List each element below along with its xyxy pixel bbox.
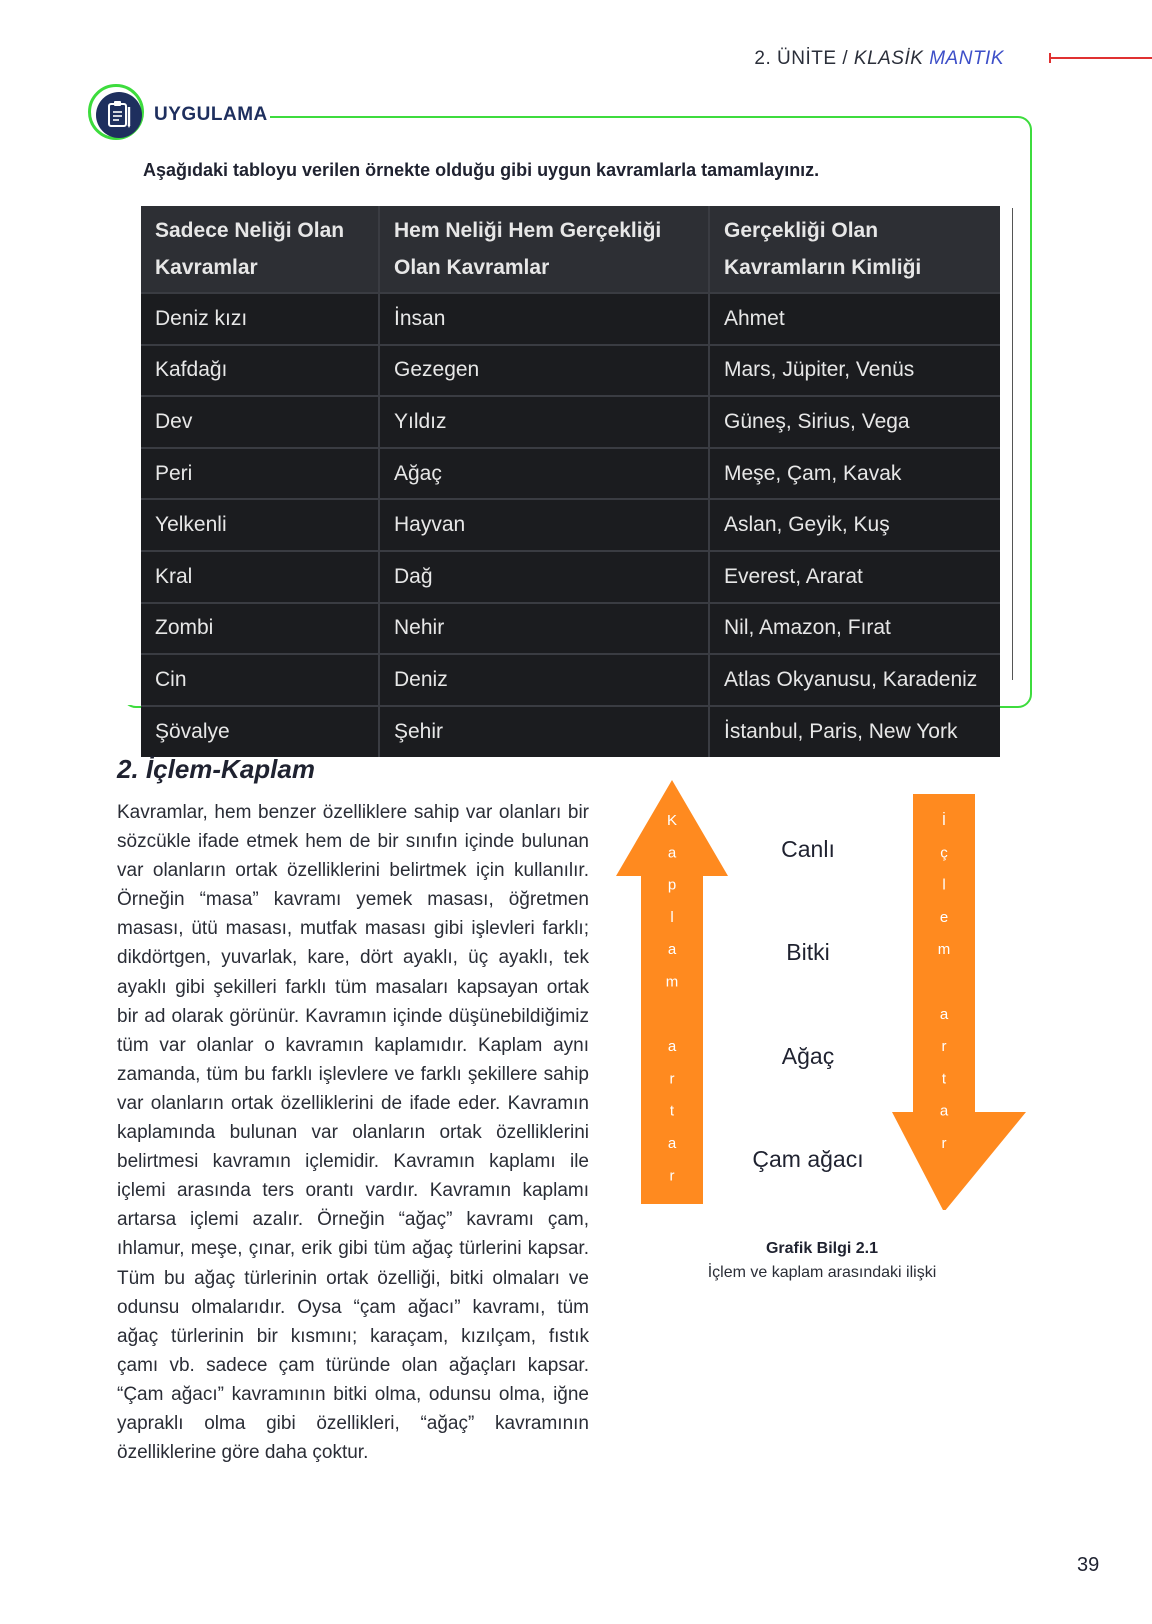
table-row [141, 706, 1000, 758]
table-cell: Mars, Jüpiter, Venüs [709, 345, 1000, 397]
kaplam-letter: K [666, 812, 678, 829]
iclem-letter: ç [940, 844, 948, 862]
iclem-letter: a [939, 1102, 949, 1120]
table-cell: Şehir [379, 706, 709, 758]
iclem-letter: İ [941, 812, 947, 829]
section-body: Kavramlar, hem benzer özelliklere sahip var olanları bir sözcükle ifade etmek hem de bir sınıfın içinde bulunan var olanların ortak özelliklerini belirtmek için kullanılır. Örneğin “masa” kavramı yemek masası, öğretmen masası, ütü masası, mutfak masası gibi işlevleri farklı; dikdörtgen, yuvarlak, kare, dört ayaklı, üç ayaklı, tek ayaklı gibi şekilleri farklı tüm masaları kapsayan ortak bir ad olarak görünür. Kavramın içinde düşünebildiğimiz tüm var olanlar o kavramın kaplamıdır. Kaplam aynı zamanda, tüm bu farklı işlevlere ve farklı şekillere sahip var olanların ortak özelliklerini de ifade eder. Kavramın kaplamında bulunan var olanların ortak özelliklerini belirtmesi kavramın içlemidir. Kavramın kaplamı ile içlemi arasında ters orantı vardır. Kavramın kaplamı artarsa içlemi azalır. Örneğin “ağaç” kavramı çam, ıhlamur, meşe, çınar, erik gibi tüm ağaç türlerini kapsar. Tüm bu ağaç türlerinin ortak özelliği, bitki olmaları ve odunsu olmalarıdır. Oysa “çam ağacı” kavramı, tüm ağaç türlerinin bir kısmını; karaçam, kızılçam, fıstık çamı vb. sadece çam türünde olan ağaçları kapsar. “Çam ağacı” kavramının bitki olma, odunsu olma, iğne yapraklı olma gibi özellikleri, “ağaç” kavramının özelliklerine göre daha çoktur. [117, 802, 589, 1464]
iclem-letter: r [941, 1038, 947, 1056]
table-edge-decoration [1000, 208, 1013, 680]
table-cell: Yelkenli [141, 499, 379, 551]
table-cell: Nehir [379, 603, 709, 655]
table-cell: Gezegen [379, 345, 709, 397]
kaplam-letter: a [667, 1135, 677, 1152]
table-cell: Cin [141, 654, 379, 706]
kaplam-letter: t [669, 1102, 675, 1120]
table-cell: İnsan [379, 293, 709, 345]
iclem-letter: l [942, 876, 946, 894]
concept-table [141, 206, 1000, 757]
table-row [141, 448, 1000, 500]
table-cell: Zombi [141, 603, 379, 655]
table-cell: Peri [141, 448, 379, 500]
iclem-letter: a [939, 1005, 949, 1023]
kaplam-letter: a [667, 1038, 677, 1056]
kaplam-letter: m [665, 973, 679, 991]
table-cell: Güneş, Sirius, Vega [709, 396, 1000, 448]
table-cell: Ahmet [709, 293, 1000, 345]
table-cell: Deniz [379, 654, 709, 706]
iclem-letter: t [941, 1070, 947, 1088]
concept-label: Bitki [786, 939, 830, 965]
iclem-arrow [892, 794, 1026, 1210]
table-row [141, 551, 1000, 603]
page-number: 39 [1077, 1554, 1100, 1576]
iclem-letter: r [941, 1135, 947, 1152]
table-row [141, 603, 1000, 655]
table-header-cell: Gerçekliği Olan Kavramların Kimliği [709, 206, 1000, 293]
table-cell: Dağ [379, 551, 709, 603]
table-header-row [141, 206, 1000, 293]
table-cell: Atlas Okyanusu, Karadeniz [709, 654, 1000, 706]
header-rule [1049, 57, 1152, 59]
subject-label-part1: KLASİK [853, 48, 924, 69]
kaplam-letter: l [670, 908, 674, 926]
kaplam-letter: a [667, 844, 677, 862]
kaplam-letter: r [669, 1070, 675, 1088]
table-row [141, 345, 1000, 397]
unit-header [754, 48, 1004, 70]
table-cell: Ağaç [379, 448, 709, 500]
concept-label: Ağaç [781, 1043, 835, 1069]
kaplam-letter: r [669, 1167, 675, 1185]
graphic-caption-title: Grafik Bilgi 2.1 [765, 1240, 879, 1257]
table-cell: Şövalye [141, 706, 379, 758]
table-cell: Kafdağı [141, 345, 379, 397]
table-row [141, 396, 1000, 448]
clipboard-pen-icon [104, 99, 134, 131]
table-cell: Yıldız [379, 396, 709, 448]
kaplam-letter: a [667, 941, 677, 959]
table-cell: Everest, Ararat [709, 551, 1000, 603]
iclem-letter: e [939, 908, 949, 926]
table-cell: Hayvan [379, 499, 709, 551]
table-cell: Kral [141, 551, 379, 603]
table-cell: Meşe, Çam, Kavak [709, 448, 1000, 500]
table-header-cell: Sadece Neliği Olan Kavramlar [141, 206, 379, 293]
subject-label-part2: MANTIK [929, 48, 1004, 69]
kaplam-letter: p [667, 876, 677, 894]
unit-label: 2. ÜNİTE / [754, 48, 849, 69]
table-cell: Dev [141, 396, 379, 448]
table-row [141, 654, 1000, 706]
table-cell: Nil, Amazon, Fırat [709, 603, 1000, 655]
table-row [141, 293, 1000, 345]
activity-instruction: Aşağıdaki tabloyu verilen örnekte olduğu gibi uygun kavramlarla tamamlayınız. [143, 160, 820, 180]
concept-label: Çam ağacı [752, 1146, 864, 1172]
activity-label: UYGULAMA [154, 104, 268, 125]
concept-label: Canlı [781, 836, 835, 862]
table-cell: İstanbul, Paris, New York [709, 706, 1000, 758]
table-row [141, 499, 1000, 551]
table-cell: Aslan, Geyik, Kuş [709, 499, 1000, 551]
table-cell: Deniz kızı [141, 293, 379, 345]
table-header-cell: Hem Neliği Hem Gerçekliği Olan Kavramlar [379, 206, 709, 293]
graphic-caption-subtitle: İçlem ve kaplam arasındaki ilişki [707, 1264, 937, 1281]
section-title: 2. İçlem-Kaplam [117, 754, 315, 784]
iclem-letter: m [937, 941, 951, 959]
